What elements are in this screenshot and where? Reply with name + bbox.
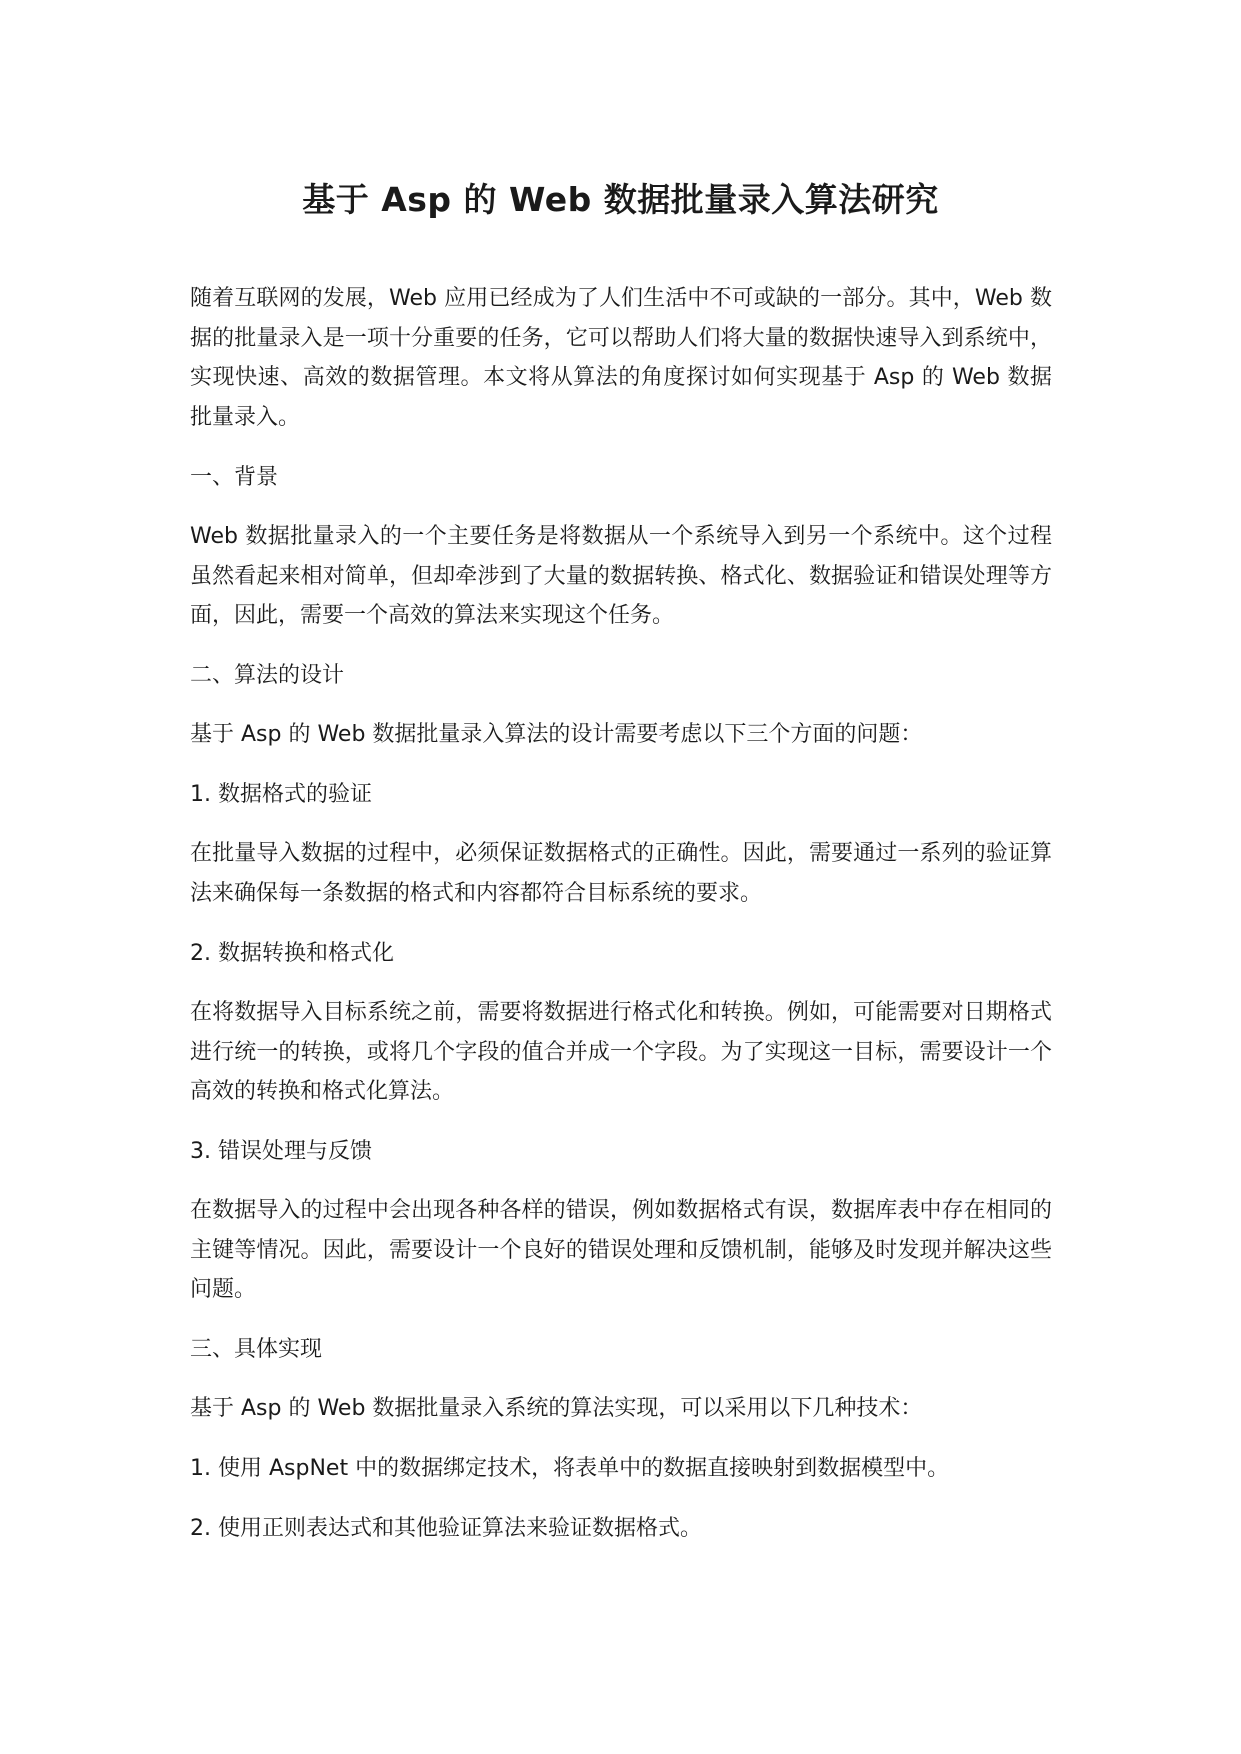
implementation-intro-paragraph: 基于 Asp 的 Web 数据批量录入系统的算法实现，可以采用以下几种技术：: [190, 1396, 923, 1421]
background-paragraph: Web 数据批量录入的一个主要任务是将数据从一个系统导入到另一个系统中。这个过程虽然看起来相对简单，但却牵涉到了大量的数据转换、格式化、数据验证和错误处理等方面，因此，需要一个高效的算法来实现这个任务。: [190, 524, 1052, 628]
implementation-item-1: 1. 使用 AspNet 中的数据绑定技术，将表单中的数据直接映射到数据模型中。: [190, 1456, 950, 1481]
design-item-body-3: 在数据导入的过程中会出现各种各样的错误，例如数据格式有误，数据库表中存在相同的主键等情况。因此，需要设计一个良好的错误处理和反馈机制，能够及时发现并解决这些问题。: [190, 1198, 1052, 1302]
section-heading-design: 二、算法的设计: [190, 663, 345, 688]
implementation-item-2: 2. 使用正则表达式和其他验证算法来验证数据格式。: [190, 1516, 702, 1541]
design-item-heading-3: 3. 错误处理与反馈: [190, 1139, 372, 1164]
design-item-body-2: 在将数据导入目标系统之前，需要将数据进行格式化和转换。例如，可能需要对日期格式进行统一的转换，或将几个字段的值合并成一个字段。为了实现这一目标，需要设计一个高效的转换和格式化算法。: [190, 1000, 1052, 1104]
design-intro-paragraph: 基于 Asp 的 Web 数据批量录入算法的设计需要考虑以下三个方面的问题：: [190, 722, 923, 747]
design-item-heading-1: 1. 数据格式的验证: [190, 782, 372, 807]
section-heading-background: 一、背景: [190, 465, 279, 490]
document-title: 基于 Asp 的 Web 数据批量录入算法研究: [302, 180, 939, 219]
section-heading-implementation: 三、具体实现: [190, 1337, 323, 1362]
design-item-body-1: 在批量导入数据的过程中，必须保证数据格式的正确性。因此，需要通过一系列的验证算法来确保每一条数据的格式和内容都符合目标系统的要求。: [190, 841, 1052, 906]
intro-paragraph: 随着互联网的发展，Web 应用已经成为了人们生活中不可或缺的一部分。其中，Web 数据的批量录入是一项十分重要的任务，它可以帮助人们将大量的数据快速导入到系统中，实现快速、高效的数据管理。本文将从算法的角度探讨如何实现基于 Asp 的 Web 数据批量录入。: [190, 286, 1052, 430]
design-item-heading-2: 2. 数据转换和格式化: [190, 941, 394, 966]
